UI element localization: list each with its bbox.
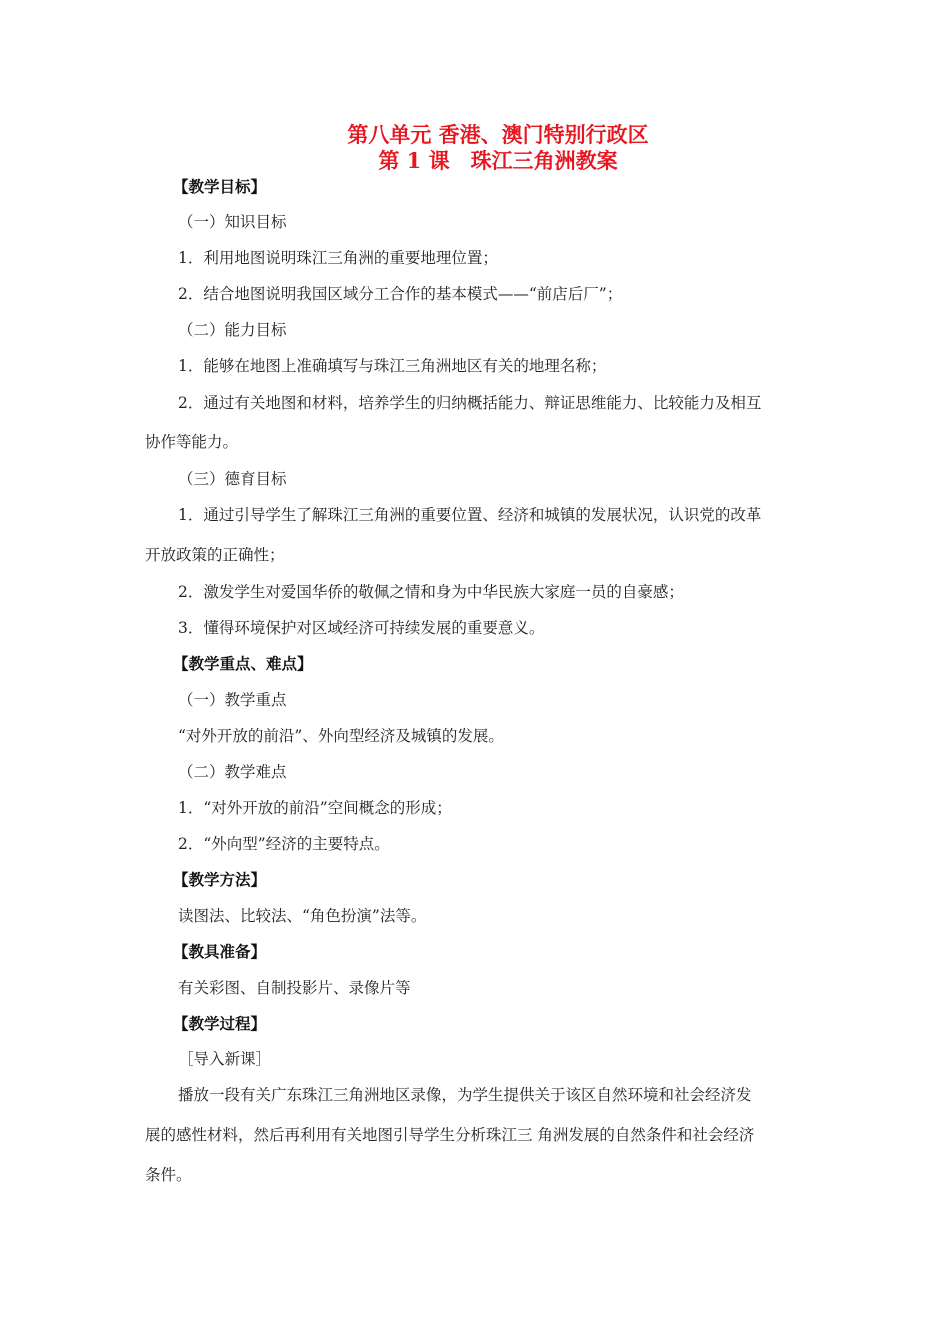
list-item: 3．懂得环境保护对区域经济可持续发展的重要意义。 (178, 619, 545, 637)
section-heading: 【教学方法】 (173, 870, 267, 889)
list-item: 2．“外向型”经济的主要特点。 (178, 835, 390, 853)
list-item: 2．激发学生对爱国华侨的敬佩之情和身为中华民族大家庭一员的自豪感； (178, 583, 684, 601)
list-item: 1．“对外开放的前沿”空间概念的形成； (178, 799, 452, 817)
list-item-continuation: 协作等能力。 (145, 433, 239, 451)
subsection-heading: （二）能力目标 (178, 321, 287, 339)
section-heading: 【教学重点、难点】 (173, 654, 313, 673)
paragraph: “对外开放的前沿”、外向型经济及城镇的发展。 (178, 727, 504, 745)
paragraph-continuation: 条件。 (145, 1166, 192, 1184)
subsection-heading: （一）知识目标 (178, 213, 287, 231)
subsection-heading: ［导入新课］ (178, 1050, 272, 1068)
list-item: 1．利用地图说明珠江三角洲的重要地理位置； (178, 249, 498, 267)
list-item: 1．能够在地图上准确填写与珠江三角洲地区有关的地理名称； (178, 357, 607, 375)
subsection-heading: （二）教学难点 (178, 763, 287, 781)
section-heading: 【教学过程】 (173, 1014, 267, 1033)
paragraph-continuation: 展的感性材料，然后再利用有关地图引导学生分析珠江三 角洲发展的自然条件和社会经济 (145, 1126, 755, 1144)
paragraph: 读图法、比较法、“角色扮演”法等。 (178, 907, 427, 925)
lesson-title: 第 1 课 珠江三角洲教案 (378, 148, 618, 173)
subsection-heading: （一）教学重点 (178, 691, 287, 709)
paragraph: 有关彩图、自制投影片、录像片等 (178, 979, 411, 997)
unit-title: 第八单元 香港、澳门特别行政区 (347, 122, 649, 147)
section-heading: 【教学目标】 (173, 177, 267, 196)
list-item: 2．结合地图说明我国区域分工合作的基本模式——“前店后厂”； (178, 285, 623, 303)
paragraph: 播放一段有关广东珠江三角洲地区录像，为学生提供关于该区自然环境和社会经济发 (178, 1086, 752, 1104)
list-item-continuation: 开放政策的正确性； (145, 546, 285, 564)
section-heading: 【教具准备】 (173, 942, 267, 961)
subsection-heading: （三）德育目标 (178, 470, 287, 488)
list-item: 1．通过引导学生了解珠江三角洲的重要位置、经济和城镇的发展状况，认识党的改革 (178, 506, 762, 524)
list-item: 2．通过有关地图和材料，培养学生的归纳概括能力、辩证思维能力、比较能力及相互 (178, 394, 762, 412)
